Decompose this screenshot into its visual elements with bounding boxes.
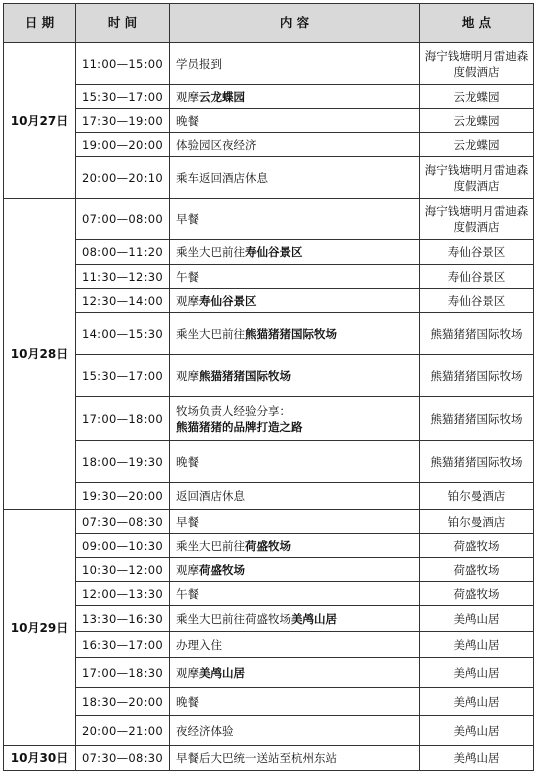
- content-cell: [170, 289, 420, 313]
- time-cell: 09:00—10:30: [76, 534, 170, 558]
- table-row: [4, 606, 534, 632]
- table-row: [4, 632, 534, 658]
- time-cell: 17:00—18:00: [76, 397, 170, 441]
- content-text: 午餐: [176, 269, 199, 284]
- location-cell: 熊猫猪猪国际牧场: [420, 397, 534, 441]
- content-text: 观摩: [176, 89, 199, 104]
- content-cell: [170, 355, 420, 397]
- time-cell: 17:00—18:30: [76, 658, 170, 688]
- location-cell: 美鸬山居: [420, 606, 534, 632]
- content-cell: [170, 199, 420, 240]
- content-cell: [170, 85, 420, 109]
- time-cell: 14:00—15:30: [76, 313, 170, 355]
- table-row: [4, 43, 534, 85]
- time-cell: 15:30—17:00: [76, 85, 170, 109]
- location-cell: 熊猫猪猪国际牧场: [420, 441, 534, 483]
- table-row: [4, 483, 534, 510]
- table-row: [4, 558, 534, 582]
- content-cell: [170, 109, 420, 133]
- content-text: 学员报到: [176, 56, 222, 71]
- time-cell: 12:00—13:30: [76, 582, 170, 606]
- content-cell: [170, 43, 420, 85]
- location-cell: 美鸬山居: [420, 658, 534, 688]
- table-body: [4, 43, 534, 771]
- location-cell: 寿仙谷景区: [420, 265, 534, 289]
- table-row: [4, 313, 534, 355]
- content-cell: [170, 483, 420, 510]
- content-text: 返回酒店休息: [176, 489, 245, 503]
- content-text: 晚餐: [176, 454, 199, 469]
- table-row: [4, 510, 534, 534]
- content-cell: [170, 534, 420, 558]
- content-text: 乘坐大巴前往: [176, 245, 245, 259]
- location-cell: 铂尔曼酒店: [420, 483, 534, 510]
- content-cell: [170, 688, 420, 716]
- content-text: 午餐: [176, 586, 199, 601]
- content-text: 晚餐: [176, 113, 199, 128]
- time-cell: 20:00—21:00: [76, 716, 170, 746]
- content-text: 晚餐: [176, 694, 199, 709]
- table-row: [4, 688, 534, 716]
- location-cell: 寿仙谷景区: [420, 240, 534, 265]
- content-cell: [170, 658, 420, 688]
- time-cell: 07:30—08:30: [76, 746, 170, 771]
- table-row: [4, 441, 534, 483]
- content-cell: [170, 716, 420, 746]
- date-cell: 10月28日: [4, 199, 76, 510]
- table-row: [4, 265, 534, 289]
- location-cell: 荷盛牧场: [420, 582, 534, 606]
- time-cell: 11:00—15:00: [76, 43, 170, 85]
- content-highlight: 荷盛牧场: [199, 562, 245, 577]
- time-cell: 12:30—14:00: [76, 289, 170, 313]
- location-cell: 云龙蝶园: [420, 85, 534, 109]
- location-cell: 熊猫猪猪国际牧场: [420, 355, 534, 397]
- table-row: [4, 85, 534, 109]
- content-highlight: 云龙蝶园: [199, 89, 245, 104]
- content-text: 体验园区夜经济: [176, 137, 257, 152]
- time-cell: 13:30—16:30: [76, 606, 170, 632]
- content-text: 办理入住: [176, 637, 222, 652]
- time-cell: 19:30—20:00: [76, 483, 170, 510]
- table-row: [4, 199, 534, 240]
- location-cell: 云龙蝶园: [420, 109, 534, 133]
- time-cell: 15:30—17:00: [76, 355, 170, 397]
- time-cell: 17:30—19:00: [76, 109, 170, 133]
- date-cell: 10月30日: [4, 746, 76, 771]
- table-row: [4, 658, 534, 688]
- date-cell: 10月29日: [4, 510, 76, 746]
- time-cell: 20:00—20:10: [76, 157, 170, 199]
- table-row: [4, 157, 534, 199]
- location-cell: 海宁钱塘明月雷迪森度假酒店: [420, 157, 534, 199]
- header-location: 地 点: [420, 4, 534, 43]
- location-cell: 寿仙谷景区: [420, 289, 534, 313]
- table-row: [4, 355, 534, 397]
- content-cell: [170, 133, 420, 157]
- location-cell: 海宁钱塘明月雷迪森度假酒店: [420, 199, 534, 240]
- content-cell: [170, 510, 420, 534]
- content-text: 观摩: [176, 562, 199, 577]
- content-text: 观摩: [176, 293, 199, 308]
- date-cell: 10月27日: [4, 43, 76, 199]
- content-cell: [170, 746, 420, 771]
- content-text: 早餐: [176, 212, 199, 226]
- header-date: 日 期: [4, 4, 76, 43]
- content-highlight: 熊猫猪猪国际牧场: [245, 326, 337, 341]
- table-row: [4, 240, 534, 265]
- location-cell: 美鸬山居: [420, 716, 534, 746]
- location-cell: 美鸬山居: [420, 688, 534, 716]
- content-text: 早餐后大巴统一送站至杭州东站: [176, 751, 337, 765]
- table-row: [4, 109, 534, 133]
- content-text: 乘坐大巴前往: [176, 326, 245, 341]
- location-cell: 美鸬山居: [420, 746, 534, 771]
- location-cell: 海宁钱塘明月雷迪森度假酒店: [420, 43, 534, 85]
- location-cell: 美鸬山居: [420, 632, 534, 658]
- content-text: 早餐: [176, 514, 199, 529]
- content-cell: [170, 397, 420, 441]
- location-cell: 荷盛牧场: [420, 558, 534, 582]
- content-text: 乘坐大巴前往荷盛牧场: [176, 611, 291, 626]
- time-cell: 07:30—08:30: [76, 510, 170, 534]
- content-highlight: 寿仙谷景区: [199, 293, 257, 308]
- table-row: [4, 133, 534, 157]
- content-cell: [170, 240, 420, 265]
- content-cell: [170, 582, 420, 606]
- content-highlight: 寿仙谷景区: [245, 245, 303, 259]
- time-cell: 10:30—12:00: [76, 558, 170, 582]
- content-cell: [170, 157, 420, 199]
- header-content: 内 容: [170, 4, 420, 43]
- time-cell: 08:00—11:20: [76, 240, 170, 265]
- content-text: 观摩: [176, 368, 199, 383]
- header-row: [4, 4, 534, 43]
- location-cell: 熊猫猪猪国际牧场: [420, 313, 534, 355]
- content-text: 夜经济体验: [176, 723, 234, 738]
- table-row: [4, 534, 534, 558]
- content-highlight: 美鸬山居: [199, 665, 245, 680]
- table-row: [4, 746, 534, 771]
- time-cell: 11:30—12:30: [76, 265, 170, 289]
- table-header: [4, 4, 534, 43]
- table-row: [4, 582, 534, 606]
- content-cell: [170, 313, 420, 355]
- time-cell: 18:30—20:00: [76, 688, 170, 716]
- time-cell: 19:00—20:00: [76, 133, 170, 157]
- schedule-table: [3, 3, 534, 771]
- location-cell: 云龙蝶园: [420, 133, 534, 157]
- content-cell: [170, 265, 420, 289]
- content-highlight: 美鸬山居: [291, 611, 337, 626]
- content-highlight: 熊猫猪猪的品牌打造之路: [176, 419, 303, 434]
- location-cell: 荷盛牧场: [420, 534, 534, 558]
- table-row: [4, 289, 534, 313]
- header-time: 时 间: [76, 4, 170, 43]
- content-text: 乘坐大巴前往: [176, 538, 245, 553]
- content-text: 观摩: [176, 665, 199, 680]
- time-cell: 18:00—19:30: [76, 441, 170, 483]
- schedule-container: [3, 3, 534, 771]
- table-row: [4, 397, 534, 441]
- content-cell: [170, 632, 420, 658]
- content-text: 牧场负责人经验分享：: [176, 403, 291, 418]
- content-cell: [170, 606, 420, 632]
- content-text: 乘车返回酒店休息: [176, 170, 268, 185]
- content-cell: [170, 441, 420, 483]
- content-highlight: 熊猫猪猪国际牧场: [199, 368, 291, 383]
- content-highlight: 荷盛牧场: [245, 538, 291, 553]
- time-cell: 16:30—17:00: [76, 632, 170, 658]
- content-cell: [170, 558, 420, 582]
- time-cell: 07:00—08:00: [76, 199, 170, 240]
- table-row: [4, 716, 534, 746]
- location-cell: 铂尔曼酒店: [420, 510, 534, 534]
